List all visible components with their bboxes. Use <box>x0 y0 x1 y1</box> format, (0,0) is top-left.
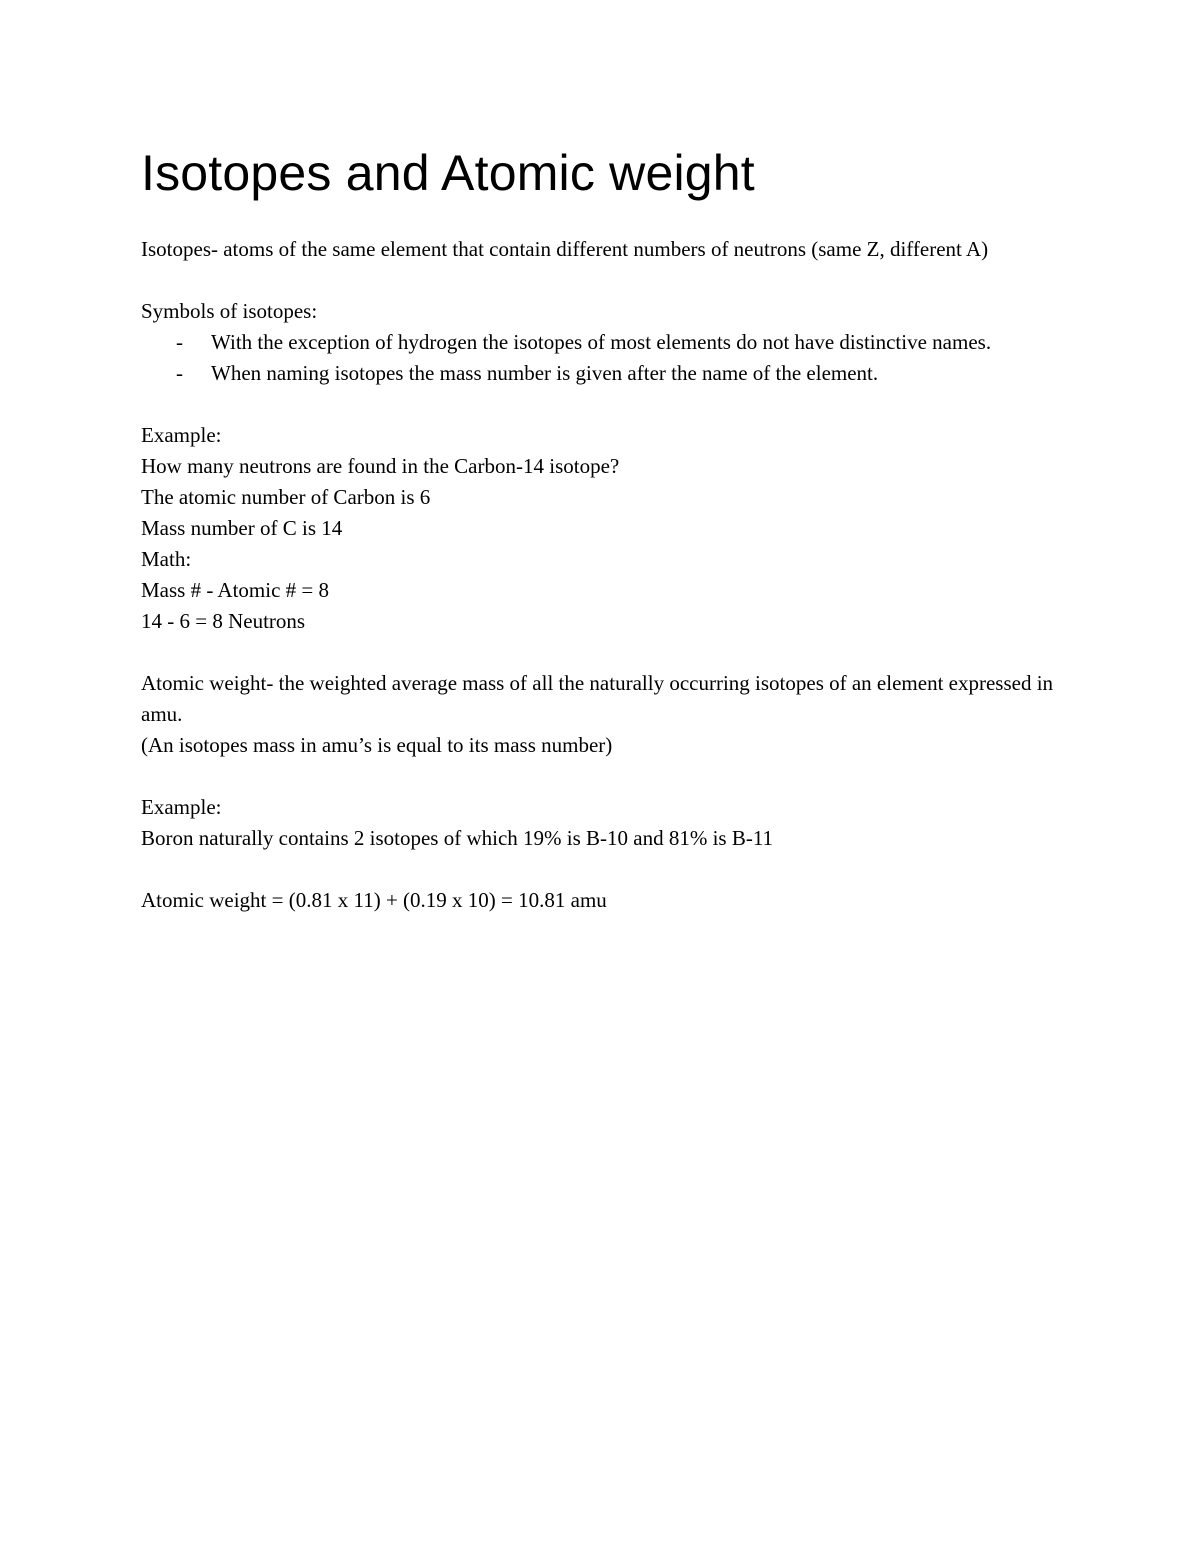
spacer <box>141 761 1061 792</box>
page-title: Isotopes and Atomic weight <box>141 145 755 201</box>
boron-statement: Boron naturally contains 2 isotopes of which 19% is B-10 and 81% is B-11 <box>141 826 774 850</box>
example-label: Example: <box>141 795 222 819</box>
spacer <box>141 389 1061 420</box>
symbols-bullet-list <box>141 327 1061 389</box>
dash-bullet-icon: - <box>176 330 183 354</box>
neutron-formula: Mass # - Atomic # = 8 <box>141 578 330 602</box>
spacer <box>141 854 1061 885</box>
math-label: Math: <box>141 547 192 571</box>
mass-number-line: Mass number of C is 14 <box>141 516 343 540</box>
neutron-calculation: 14 - 6 = 8 Neutrons <box>141 609 306 633</box>
example-label: Example: <box>141 423 222 447</box>
document-body <box>141 234 1061 916</box>
dash-bullet-icon: - <box>176 361 183 385</box>
example-question: How many neutrons are found in the Carbon-14 isotope? <box>141 454 620 478</box>
atomic-number-line: The atomic number of Carbon is 6 <box>141 485 431 509</box>
bullet-text: With the exception of hydrogen the isotopes of most elements do not have distinctive names. <box>211 330 992 354</box>
spacer <box>141 208 1061 234</box>
mass-note: (An isotopes mass in amu’s is equal to its mass number) <box>141 733 613 757</box>
spacer <box>141 265 1061 296</box>
spacer <box>141 637 1061 668</box>
isotopes-definition: Isotopes- atoms of the same element that contain different numbers of neutrons (same Z, different A) <box>141 237 989 261</box>
bullet-item <box>141 358 1061 389</box>
atomic-weight-definition: Atomic weight- the weighted average mass of all the naturally occurring isotopes of an element expressed in amu. <box>141 671 1054 726</box>
atomic-weight-calculation: Atomic weight = (0.81 x 11) + (0.19 x 10) = 10.81 amu <box>141 888 607 912</box>
bullet-text: When naming isotopes the mass number is given after the name of the element. <box>211 361 879 385</box>
bullet-item <box>141 327 1061 358</box>
document-content <box>141 138 1061 916</box>
symbols-heading: Symbols of isotopes: <box>141 299 318 323</box>
